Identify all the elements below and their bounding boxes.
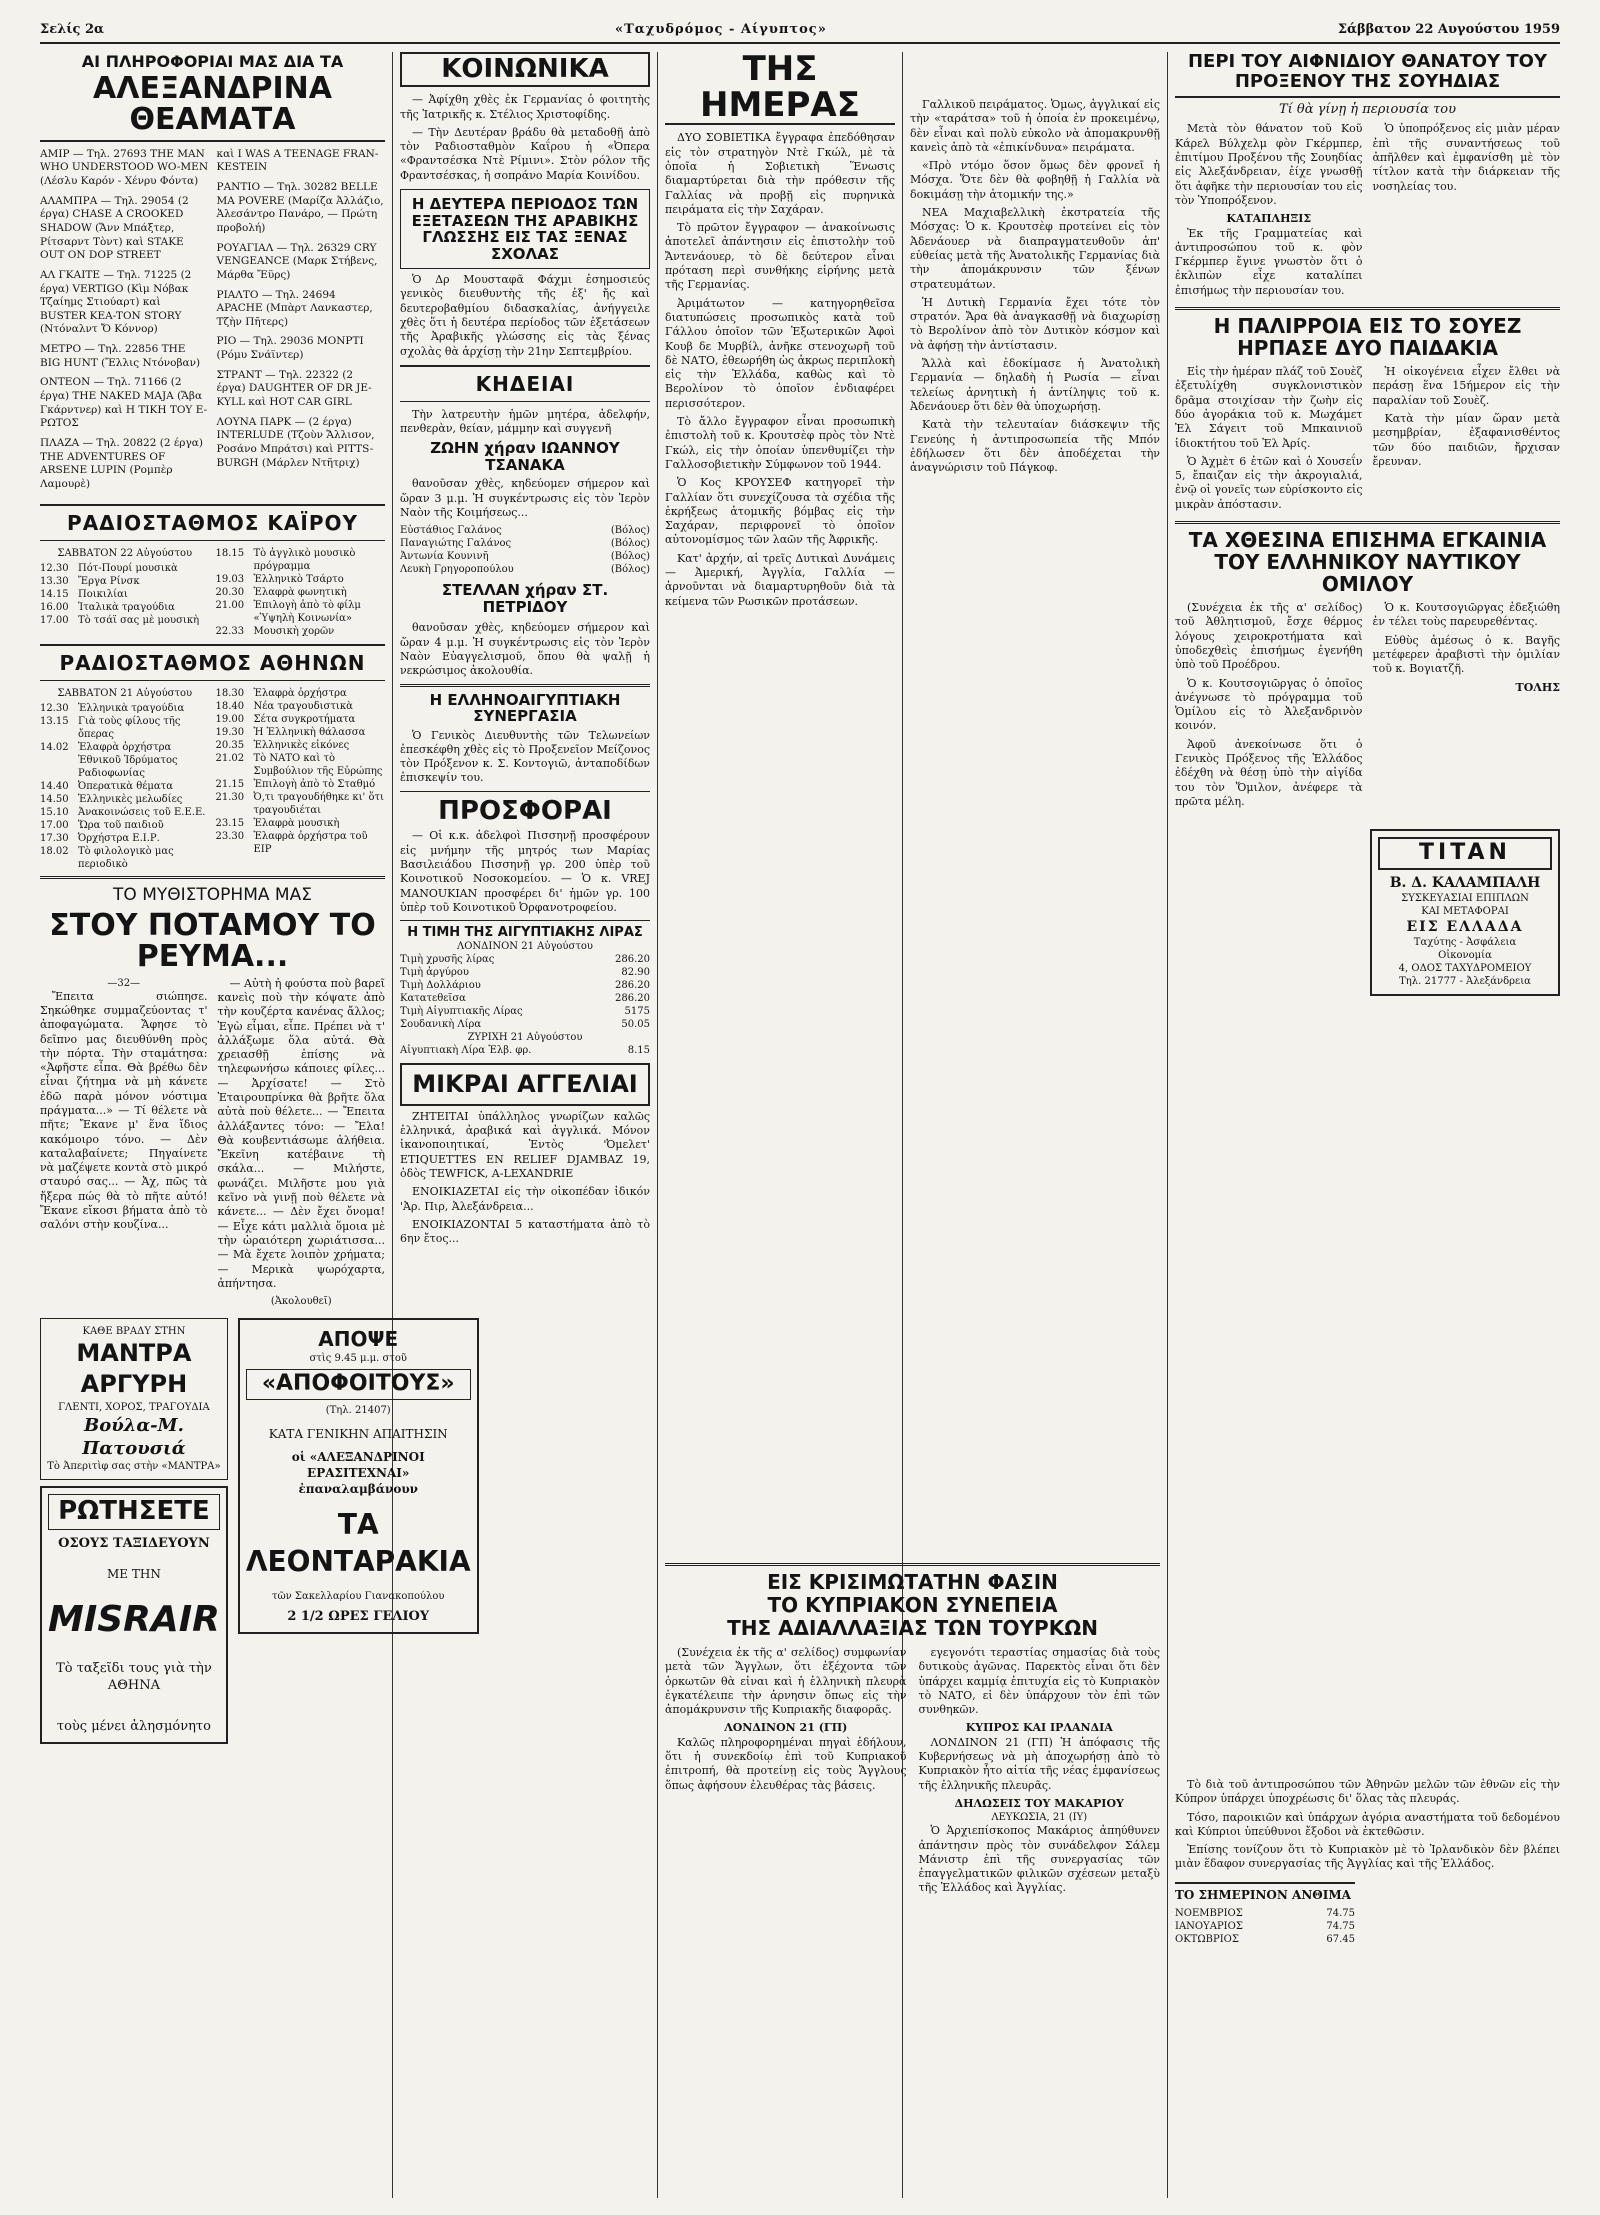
column-divider xyxy=(657,52,658,2198)
schedule-row xyxy=(216,573,386,586)
mourner-place: (Βόλος) xyxy=(610,538,650,550)
article-text: — Ἀφίχθη χθὲς ἐκ Γερμανίας ὁ φοιτητὴς τῆς Ἰατρικῆς κ. Στέλιος Χριστοφίδης. xyxy=(400,93,650,121)
article-text: ΛΟΝΔΙΝΟΝ 21 (ΓΠ) Ἡ ἀπόφασις τῆς Κυβερνήσεως νὰ μὴ ἀποχωρήσῃ ἀπὸ τὸ Κυπριακὸν ἦτο αἰτία τῆς νέας ἐμφανίσεως τῆς ἐλληνικῆς πλευρᾶς. xyxy=(918,1735,1160,1792)
article-text: Ἐπίσης τονίζουν ὅτι τὸ Κυπριακὸν μὲ τὸ Ἰρλανδικὸν δὲν βλέπει μιὰν ἕδαφον συνεργασίας τῆς Ἀγγλίας καὶ τῆς Ἐλλάδος. xyxy=(1175,1843,1560,1871)
ad-text: οἱ «ΑΛΕΞΑΝΔΡΙΝΟΙ ΕΡΑΣΙΤΕΧΝΑΙ» ἐπαναλαμβάνουν xyxy=(291,1450,425,1496)
ad-text: Τὸ ταξεῖδι τους γιὰ τὴν ΑΘΗΝΑ xyxy=(56,1661,212,1694)
article-text: Ὁ Γενικὸς Διευθυντὴς τῶν Τελωνείων ἐπεσκέφθη χθὲς εἰς τὸ Προξενεῖον Μείζονος τὸν Πρόξενον κ. Σ. Κοντογιῶ, ἀνταποδίδων ἐπισκεψίν του. xyxy=(400,728,650,785)
schedule-time: 14.02 xyxy=(40,741,69,753)
article-text: Ὁ Ἀχμὲτ 6 ἐτῶν καὶ ὁ Χουσεΐν 5, ἔπαιζαν εἰς τὴν ἀκρογιαλιά, ἐνῷ οἱ γονεῖς των εὑρίσκοντο εἰς μικρὰν ἀπόστασιν. xyxy=(1175,454,1363,511)
schedule-program: Ὀ,τι τραγουδήθηκε κι' ὅτι τραγουδιέται xyxy=(253,791,384,816)
classified-ad: ΖΗΤΕΙΤΑΙ ὑπάλληλος γνωρίζων καλῶς ἑλληνικά, ἀραβικά καὶ ἀγγλικά. Μόνον ἱκανοποιητικαί, Ἐντὸς 'Ὀμελετ' ETIQUETTES EN RELIEF DJAMBAZ 19, ὁδὸς TEWFICK, A-LEXANDRIE xyxy=(400,1109,650,1180)
article-text: ΔΥΟ ΣΟΒΙΕΤΙΚΑ ἔγγραφα ἐπεδόθησαν εἰς τὸν στρατηγὸν Ντὲ Γκώλ, μὲ τὰ ὁποῖα ἡ Σοβιετικὴ Ἕνωσις διαμαρτύρεται διὰ τὴν πρόθεσιν τῆς Γαλλίας νὰ προβῇ εἰς πυρηνικὰ πειράματα εἰς τὴν Σαχάραν. xyxy=(665,131,895,216)
pound-row xyxy=(400,1005,650,1018)
classifieds-title: ΜΙΚΡΑΙ ΑΓΓΕΛΙΑΙ xyxy=(412,1070,638,1099)
schedule-row xyxy=(216,625,386,638)
ad-text: 2 1/2 ΩΡΕΣ ΓΕΛΙΟΥ xyxy=(287,1608,430,1624)
article-text: Ἐκ τῆς Γραμματείας καὶ ἀντιπροσώπου τοῦ κ. φὸν Γκέρμπερ ἔγινε γνωστὸν ὅτι ὁ ἐκλιπὼν εἶχε καταλίπει ἐπισήμως τὴν περιουσίαν του. xyxy=(1175,226,1363,297)
schedule-program: Ἑλληνικὲς μελωδίες xyxy=(78,793,183,805)
synergasia-title: Η ΕΛΛΗΝΟΑΙΓΥΠΤΙΑΚΗ ΣΥΝΕΡΓΑΣΙΑ xyxy=(429,690,621,726)
schedule-time: 21.30 xyxy=(215,791,245,803)
cinema-entry: ΑΛ ΓΚΑΙΤΕ — Τηλ. 71225 (2 έργα) VERTIGO (Κὶμ Νόβακ Τζαίημς Στιούαρτ) καὶ BUSTER KEA-TON STORY (Ντόναλντ Ὄ Κόννορ) xyxy=(40,268,192,336)
article-text: Εἰς τὴν ἡμέραν πλάζ τοῦ Σουὲζ ἐξετυλίχθη συγκλονιστικὸν δρᾶμα στοιχίσαν τὴν ζωὴν εἰς δύο ἀγοράκια τοῦ κ. Μωχάμετ Ἐλ Σάγειτ τοῦ Μπκαινιοῦ ἰδιοκτήτου τοῦ Ἐλ Ἀρίς. xyxy=(1175,365,1363,450)
page-number: Σελίς 2α xyxy=(40,21,104,37)
funeral-text: θανοῦσαν χθὲς, κηδεύομεν σήμερον καὶ ὥραν 3 μ.μ. Ἡ συγκέντρωσις εἰς τὸν Ἱερὸν Ναὸν τῆς Κοιμήσεως... xyxy=(400,477,650,520)
article-text: (Συνέχεια ἐκ τῆς α' σελίδος) τοῦ Ἀθλητισμοῦ, ἔσχε θέρμος λόγους χειροκροτήματα καὶ ὑποδεχθεὶς ἐπισήμως ἐγενήθη ὑπὸ τοῦ Προέδρου. xyxy=(1175,601,1363,672)
funerals-title: ΚΗΔΕΙΑΙ xyxy=(400,365,650,402)
ad-text: ΜΕ ΤΗΝ xyxy=(107,1567,161,1581)
article-text: Εὐθὺς ἀμέσως ὁ κ. Βαγῆς μετέφερεν ἀραβιστὶ τὴν ὁμιλίαν τοῦ κ. Βογιατζῆ. xyxy=(1372,633,1560,676)
schedule-time: 14.15 xyxy=(40,588,69,600)
schedule-program: Ἡ Ἑλληνικὴ θάλασσα xyxy=(253,726,366,738)
schedule-time: 19.00 xyxy=(215,713,245,725)
pound-row xyxy=(400,1044,650,1057)
pound-date: ΖΥΡΙΧΗ 21 Αὐγούστου xyxy=(467,1032,583,1044)
mourner-row xyxy=(400,537,650,550)
cotton-price: 74.75 xyxy=(1326,1908,1355,1920)
radio-cairo-schedule xyxy=(40,547,385,638)
article-text: Ἡ Δυτικὴ Γερμανία ἔχει τότε τὸν στρατόν. Ἄρα θὰ ἀναγκασθῇ νὰ διαχωρίσῃ τὸ Βερολίνον ἀπὸ τὸν Δυτικὸν κόσμον καὶ νὰ ἀφήσῃ τὴν ἀντίστασιν. xyxy=(910,295,1160,352)
cotton-month: ΟΚΤΩΒΡΙΟΣ xyxy=(1175,1934,1239,1946)
cinema-entry: ΑΛΑΜΠΡΑ — Τηλ. 29054 (2 έργα) CHASE A CROOKED SHADOW (Ἄνν Μπάξτερ, Ρίτσαρντ Τὸντ) καὶ STAKE OUT ON DOP STREET xyxy=(40,194,189,262)
column-of-the-day xyxy=(665,49,895,1548)
tide-headline: Η ΠΑΛΙΡΡΟΙΑ ΕΙΣ ΤΟ ΣΟΥΕΖ ΗΡΠΑΣΕ ΔΥΟ ΠΑΙΔΑΚΙΑ xyxy=(1213,314,1522,361)
mourner-row xyxy=(400,563,650,576)
schedule-row xyxy=(216,700,386,713)
ad-text: TITAN xyxy=(1378,837,1552,870)
pound-row xyxy=(400,979,650,992)
mourner-place: (Βόλος) xyxy=(610,525,650,537)
classifieds-box xyxy=(400,1063,650,1105)
pound-row xyxy=(400,966,650,979)
schedule-row xyxy=(40,702,210,715)
subhead: ΚΑΤΑΠΛΗΞΙΣ xyxy=(1226,212,1312,226)
article-text: Τόσο, παροικιῶν καὶ ὑπάρχων ἀγόρια αναστήματα τοῦ δεδομένου καὶ Κύπριοι ὑπεύθυνοι ἔξοδοι νὰ ἐκτεθῶσιν. xyxy=(1175,1810,1560,1838)
novel-title: ΣΤΟΥ ΠΟΤΑΜΟΥ ΤΟ ΡΕΥΜΑ... xyxy=(49,907,376,975)
schedule-row xyxy=(40,575,210,588)
schedule-program: Ἑλαφρὰ ὀρχήστρα Ἐθνικοῦ Ἱδρύματος Ραδιοφωνίας xyxy=(78,741,178,779)
schedule-time: 16.00 xyxy=(40,601,69,613)
issue-date: Σάββατον 22 Αυγούστου 1959 xyxy=(1337,21,1560,37)
mourner-row xyxy=(400,550,650,563)
pound-table xyxy=(400,953,650,1031)
novel-body xyxy=(40,977,385,1309)
schedule-time: 21.02 xyxy=(215,752,245,764)
schedule-row xyxy=(40,845,210,871)
schedule-time: 12.30 xyxy=(40,702,69,714)
article-text: Ἡ οἰκογένεια εἶχεν ἔλθει νὰ περάσῃ ἕνα 15ήμερον εἰς τὴν παραλίαν τοῦ Σουὲζ. xyxy=(1372,365,1560,407)
schedule-program: Τὸ ΝΑΤΟ καὶ τὸ Συμβούλιον τῆς Εὐρώπης xyxy=(253,752,383,777)
article-text: Ἀφοῦ ἀνεκοίνωσε ὅτι ὁ Γενικὸς Πρόξενος τῆς Ἑλλάδος ἐδέχθη νὰ θέσῃ ὑπὸ τὴν αἰγίδα του τὸν Ὅμιλον, ἀνέφερε τὰ πρῶτα μέλη. xyxy=(1175,737,1363,808)
article-text: Μετὰ τὸν θάνατον τοῦ Κοῦ Κάρελ Βύλχελμ φὸν Γκέρμπερ, ἐπιτίμου Προξένου τῆς Σουηδίας εἰς Ἀλεξάνδρειαν, ἐίχε γνωσθῇ ὅτι ἀφῆκε τὴν περιουσίαν του εἰς τὸν Ὑποπρόξενον. xyxy=(1175,122,1363,207)
article-text: — Τὴν Δευτέραν βράδυ θὰ μεταδοθῇ ἀπὸ τὸν Ραδιοσταθμὸν Καΐρου ἡ «Ὀπερα «Φραντσέσκα Ντὲ Ρίμινι». Στὸν ρόλον τῆς Φραντσέσκας, ἡ σοπράνο Μαρία Κοινίδου. xyxy=(400,125,650,182)
schedule-time: 13.30 xyxy=(40,575,69,587)
cinema-entry: ΡΙΟ — Τηλ. 29036 MONPTI (Ρόμυ Σνάϊντερ) xyxy=(216,335,364,362)
schedule-program: Σέτα συγκροτήματα xyxy=(253,713,356,725)
ad-text: τῶν Σακελλαρίου Γιανακοπούλου xyxy=(271,1590,445,1602)
schedule-row xyxy=(40,614,210,627)
pound-row xyxy=(400,953,650,966)
schedule-row xyxy=(216,817,386,830)
article-text: Ὁ κ. Κουτσογιῶργας ἐδεξιώθη ἐν τέλει τοὺς παρευρεθέντας. xyxy=(1372,601,1560,629)
dateline: ΛΟΝΔΙΝΟΝ 21 (ΓΠ) xyxy=(724,1721,848,1735)
schedule-program: Ἑλληνικὸ Τσάρτο xyxy=(253,573,344,585)
notice-box xyxy=(400,189,650,269)
ad-text: Β. Δ. ΚΑΛΑΜΠΑΛΗ xyxy=(1389,874,1541,891)
article-text: — Οἱ κ.κ. ἀδελφοὶ Πισσηνῇ προσφέρουν εἰς μνήμην τῆς μητρός των Μαρίας Βασιλειάδου Πισσηνῇ γρ. 200 ὑπὲρ τοῦ Κοινοτικοῦ Νοσοκομείου. — Ὁ κ. VREJ MANOUKIAN προσφέρει δι' ἡμῶν γρ. 100 ὑπὲρ τοῦ Κοινοτικοῦ Ὀρφανοτροφείου. xyxy=(400,829,650,914)
article-text: Κατὰ τὴν μίαν ὥραν μετὰ μεσημβρίαν, ἐξαφανισθέντος τῶν δύο παιδιῶν, ἤρχισαν ἔρευναν. xyxy=(1372,411,1560,468)
cinema-entry: ΑΜΙΡ — Τηλ. 27693 THE MAN WHO UNDERSTOOD WO-MEN (Λέσλυ Καρόν - Χένρυ Φόντα) xyxy=(40,147,209,188)
cyprus-headline: ΤΟ ΚΥΠΡΙΑΚΟΝ ΣΥΝΕΠΕΙΑ xyxy=(767,1593,1058,1617)
ad-text: Βούλα-Μ. Πατουσιά xyxy=(82,1414,186,1459)
ad-text: ΤΑ xyxy=(337,1508,379,1542)
consul-subhead: Τί θὰ γίνῃ ἡ περιουσία του xyxy=(1278,101,1457,117)
cotton-title: ΤΟ ΣΗΜΕΡΙΝΟΝ ΑΝΘΙΜΑ xyxy=(1175,1887,1351,1902)
novel-continued: (Ἀκολουθεῖ) xyxy=(270,1296,332,1308)
funeral-name: ΖΩΗΝ χήραν ΙΩΑΝΝΟΥ ΤΣΑΝΑΚΑ xyxy=(430,439,620,474)
schedule-program: Ὀρχήστρα Ε.Ι.Ρ. xyxy=(78,832,160,844)
schedule-time: 21.15 xyxy=(215,778,245,790)
ad-misrair xyxy=(40,1486,228,1744)
schedule-row xyxy=(40,793,210,806)
cyprus-headline: ΤΗΣ ΑΔΙΑΛΛΑΞΙΑΣ ΤΩΝ ΤΟΥΡΚΩΝ xyxy=(727,1616,1098,1640)
schedule-row xyxy=(40,832,210,845)
section-title-theatres: ΑΛΕΞΑΝΔΡΙΝΑ ΘΕΑΜΑΤΑ xyxy=(40,73,385,142)
schedule-program: Τὸ φιλολογικὸ μας περιοδικὸ xyxy=(78,845,174,870)
ad-text: τοὺς μένει ἀλησμόνητο xyxy=(56,1719,211,1735)
ad-text: ΚΑΤΑ ΓΕΝΙΚΗΝ ΑΠΑΙΤΗΣΙΝ xyxy=(268,1426,448,1441)
ad-mantra xyxy=(40,1318,228,1480)
schedule-time: 12.30 xyxy=(40,562,69,574)
article-text: ΝΕΑ Μαχιαβελλικὴ ἐκστρατεία τῆς Μόσχας: Ὁ κ. Κρουτσὲφ προτείνει εἰς τὸν Ἀδενάουερ νὰ διαπραγματευθοῦν ἀπ' εὐθείας μετὰ τῆς Ἀνατολικῆς Γερμανίας διὰ τὴν ἀπομάκρυνσιν τῶν ξένων στρατευμάτων. xyxy=(910,206,1160,291)
ad-text: ΟΣΟΥΣ ΤΑΞΙΔΕΥΟΥΝ xyxy=(58,1536,210,1552)
pound-label: Τιμὴ Αἰγυπτιακῆς Λίρας xyxy=(400,1006,523,1018)
schedule-time: 19.30 xyxy=(215,726,245,738)
classified-ad: ΕΝΟΙΚΙΑΖΕΤΑΙ εἰς τὴν οἰκοπέδαν ἰδικόν 'Ἀρ. Πιρ, Ἀλεξάνδρεια... xyxy=(400,1185,650,1213)
schedule-row xyxy=(216,778,386,791)
article-text: Κατ' ἀρχήν, αἱ τρεῖς Δυτικαὶ Δυνάμεις — Ἀμερική, Ἀγγλία, Γαλλία — ἀρνοῦνται νὰ διαμαρτυρηθοῦν διὰ τὰ κείμενα τῶν Ρωσικῶν προτάσεων. xyxy=(665,551,895,608)
ad-titan xyxy=(1370,829,1560,996)
schedule-time: 22.33 xyxy=(215,625,245,637)
pound-value: 286.20 xyxy=(615,980,650,992)
schedule-time: 17.30 xyxy=(40,832,69,844)
ad-text: MISRAIR xyxy=(48,1598,220,1640)
novel-kicker: ΤΟ ΜΥΘΙΣΤΟΡΗΜΑ ΜΑΣ xyxy=(113,884,312,905)
pound-date: ΛΟΝΔΙΝΟΝ 21 Αὐγούστου xyxy=(457,941,593,953)
article-text: Κατὰ τὴν τελευταίαν διάσκεψιν τῆς Γενεύης ἡ ἀντιπροσωπεία τῆς Μπόν ἐδήλωσεν ὅτι δὲν ἀποδέχεται τὴν ἀναγνώρισιν τοῦ Πάγκοφ. xyxy=(910,418,1160,475)
mourner-place: (Βόλος) xyxy=(610,551,650,563)
donations-title: ΠΡΟΣΦΟΡΑΙ xyxy=(438,795,612,826)
schedule-program: Ὀπερατικὰ θέματα xyxy=(78,780,173,792)
cinema-entry: ΣΤΡΑΝΤ — Τηλ. 22322 (2 έργα) DAUGHTER OF DR JE-KYLL καὶ HOT CAR GIRL xyxy=(216,368,372,409)
schedule-row xyxy=(216,586,386,599)
section-title-day: ΤΗΣ ΗΜΕΡΑΣ xyxy=(665,52,895,125)
pound-value: 82.90 xyxy=(621,967,650,979)
schedule-program: Ἐπιλογὴ ἀπὸ τὸ Σταθμό xyxy=(253,778,376,790)
ad-text: 4, ΟΔΟΣ ΤΑΧΥΔΡΟΜΕΙΟΥ xyxy=(1398,963,1532,975)
funeral-text: θανοῦσαν χθὲς, κηδεύομεν σήμερον καὶ ὥραν 4 μ.μ. Ἡ συγκέντρωσις εἰς τὸν Ἱερὸν Ναὸν Εὐαγγελισμοῦ, ὅπου θὰ ψαλῇ ἡ νεκρώσιμος ἀκολουθία. xyxy=(400,621,650,678)
schedule-row xyxy=(216,752,386,778)
schedule-row xyxy=(40,806,210,819)
mourner-place: (Βόλος) xyxy=(610,564,650,576)
ad-text: Οἰκονομία xyxy=(1438,950,1492,962)
funeral-intro: Τὴν λατρευτὴν ἡμῶν μητέρα, ἀδελφήν, πενθερὰν, θείαν, μάμμην καὶ συγγενῆ xyxy=(400,407,650,436)
notice-title: Η ΔΕΥΤΕΡΑ ΠΕΡΙΟΔΟΣ ΤΩΝ ΕΞΕΤΑΣΕΩΝ ΤΗΣ ΑΡΑΒΙΚΗΣ ΓΛΩΣΣΗΣ ΕΙΣ ΤΑΣ ΞΕΝΑΣ ΣΧΟΛΑΣ xyxy=(411,195,639,263)
ad-text: ΚΑΙ ΜΕΤΑΦΟΡΑΙ xyxy=(1421,905,1509,917)
schedule-program: Ποικιλίαι xyxy=(78,588,128,600)
schedule-row xyxy=(216,687,386,700)
pound-value: 50.05 xyxy=(621,1019,650,1031)
schedule-row xyxy=(40,588,210,601)
schedule-program: Ἑλληνικὰ τραγούδια xyxy=(78,702,185,714)
dateline: ΛΕΥΚΩΣΙΑ, 21 (ΙΥ) xyxy=(991,1812,1088,1824)
article-text: «Πρὸ ντόμο ὅσον ὅμως δὲν φρονεῖ ἡ Μόσχα. Ὅτε δὲν θὰ φοβηθῇ ἡ Γαλλία νὰ δοκιμάσῃ τὴν ἀτομικήν της.» xyxy=(910,159,1160,201)
naval-headline: ΤΑ ΧΘΕΣΙΝΑ ΕΠΙΣΗΜΑ ΕΓΚΑΙΝΙΑ ΤΟΥ ΕΛΛΗΝΙΚΟΥ ΝΑΥΤΙΚΟΥ ΟΜΙΛΟΥ xyxy=(1188,528,1547,597)
pound-value: 286.20 xyxy=(615,993,650,1005)
article-text: Ὁ κ. Κουτσογιῶργας ὁ ὁποῖος ἀνέγνωσε τὸ πρόγραμμα τοῦ Ὁμίλου εἰς τὸ Ἀλεξανδρινὸν κοινόν. xyxy=(1175,676,1363,733)
schedule-row xyxy=(216,599,386,625)
novel-text: Ἔπειτα σιώπησε. Σηκώθηκε συμμαζεύοντας τ' ἀποφαγώματα. Ἄφησε τὸ δεῖπνο μας διευθύνθη πρὸς τὴν πόρτα. Τὴν σταμάτησα: «Ἀφῆστε εἶπα. Θὰ βρέθω δὲν εἶναι ζήτημα νὰ μὴ κάνετε ἐδῶ παρὰ μόνον νόστιμα πράγματα...» — Τί θέλετε νὰ πῆτε; Ἔκανε μ' ἕνα ἴδιος κακόμοιρο τόνο. — Δὲν καταλαβαίνετε; Πηγαίνετε νὰ μαζέψετε κοντὰ στὸ μικρό σταυρό σας... — Ἀχ, πῶς τὰ ἤξερα πώς θὰ τὸ πῆτε αὐτό! Ἔκανε εἴκοσι βήματα ἀπὸ τὸ σαλόνι στὴν κουζίνα... xyxy=(40,989,208,1232)
schedule-date: ΣΑΒΒΑΤΟΝ 21 Αὐγούστου xyxy=(57,687,193,699)
ad-text: ΜΑΝΤΡΑ ΑΡΓΥΡΗ xyxy=(76,1339,192,1399)
schedule-row xyxy=(40,715,210,741)
cinema-entry: ΛΟΥΝΑ ΠΑΡΚ — (2 έργα) INTERLUDE (Τζοὺν Ἄλλισον, Ροσάνο Μπράτσι) καὶ PITTS-BURGH (Μάρλεν Ντῆτριχ) xyxy=(216,415,375,469)
schedule-program: Ἑλαφρὰ ὀρχήστρα τοῦ ΕΙΡ xyxy=(253,830,368,855)
schedule-program: Τὸ τσάϊ σας μὲ μουσικὴ xyxy=(78,614,200,626)
newspaper-page xyxy=(40,18,1560,2198)
cotton-prices xyxy=(1175,1907,1355,1946)
cyprus-kicker: ΕΙΣ ΚΡΙΣΙΜΩΤΑΤΗΝ ΦΑΣΙΝ xyxy=(767,1570,1058,1594)
schedule-time: 23.30 xyxy=(215,830,245,842)
novel-text: — Αὐτὴ ἡ φούστα ποὺ βαρεῖ κανεὶς ποὺ τὴν κόψατε ἀπὸ τὴν κουζέρτα κανένας ἄλλος; Ἐγὼ εἶμαι, εἶπε. Πρέπει νὰ τ' ἀλλάξωμε ὅλα αὐτά. Θὰ χρειασθῇ ἐπίσης νὰ τηλεφωνήσω κάποιες φίλες... — Ἀρχίσατε! — Στὸ Ἐταιρουπρίνκα θὰ βρῆτε ὅλα αὐτὰ ποὺ θέλετε... — Ἔπειτα ἀλλάξαντες τόνο: — Ἔλα! Θὰ κουβεντιάσωμε ἀλήθεια. Ἔκεῖνη κατέβαινε τὴ σκάλα... — Μιλήστε, φωνάζει. Μιλῆστε μου γιὰ κεῖνο νὰ γινῇ ποὺ θέλετε νὰ κάνετε... — Δὲν ἔχει ὄνομα! — Εἶχε κάτι μαλλιὰ ὅμοια μὲ τὴν ὠραιότερη χωριάτισσα... — Μὰ ἔχετε λοιπὸν χρήματα; — Μερικὰ ψωρόχαρτα, ἀπήντησα. xyxy=(217,976,385,1290)
cotton-month: ΙΑΝΟΥΑΡΙΟΣ xyxy=(1175,1921,1243,1933)
article-text: εγεγονότι τεραστίας σημασίας διὰ τοὺς δυτικοὺς ἀγῶνας. Παρεκτὸς εἶναι ὅτι δὲν ὑπάρχει καμμίᾳ ἐπιτυχία εἰς τὸ Κυπριακὸν τὸ ΝΑΤΟ, εἰ δὲν ὑπάρχουν τὸν ἐπὶ τῶν συνθηκῶν. xyxy=(918,1646,1160,1717)
radio-athens-schedule xyxy=(40,687,385,871)
schedule-program: Τὸ ἀγγλικὸ μουσικὸ πρόγραμμα xyxy=(253,547,356,572)
schedule-program: Νέα τραγουδιστικὰ xyxy=(253,700,353,712)
ad-text: (Τηλ. 21407) xyxy=(325,1404,391,1416)
schedule-program: Ὥρα τοῦ παιδιοῦ xyxy=(78,819,164,831)
schedule-time: 14.40 xyxy=(40,780,69,792)
ad-text: «ΑΠΟΦΟΙΤΟΥΣ» xyxy=(246,1369,471,1400)
article-text: Ἀριμάτωτον — κατηγορηθεῖσα διατυπώσεις προσωπικὸς κατὰ τοῦ Γάλλου ὁποῖον τῶν Ἐξωτερικῶν Ἀφοὶ Κουβ δε Μυρβίλ, ἀνῆκε στενοχωρῆ τοῦ δὲ ΝΑΤΟ, ἐθεωρήθη ὡς ἀκρως περιπλοκὴ εἰς τὴν Ἑλλάδα, καθὼς καὶ τὸ Βερολίνον τὸ ὁποῖον ἐνδιαφέρει περισσότερον. xyxy=(665,296,895,410)
schedule-row xyxy=(40,741,210,780)
ad-text: στὶς 9.45 μ.μ. στοῦ xyxy=(309,1353,407,1365)
schedule-time: 17.00 xyxy=(40,614,69,626)
cinema-entry: ΡΟΥΑΓΙΑΛ — Τηλ. 26329 CRY VENGEANCE (Μαρκ Στήβενς, Μάρθα Ἔϋρς) xyxy=(216,241,378,281)
cinema-entry: καὶ I WAS A TEENAGE FRAN-KESTEIN xyxy=(216,147,379,174)
schedule-row xyxy=(40,819,210,832)
schedule-time: 20.35 xyxy=(215,739,245,751)
article-text: Τὸ διὰ τοῦ ἀντιπροσώπου τῶν Ἀθηνῶν μελῶν τῶν ἐθνῶν εἰς τὴν Κύπρον ὑπάρχει ὑποχρέωσις δι' ὅλας τὰς πλευράς. xyxy=(1175,1778,1560,1806)
schedule-row xyxy=(40,562,210,575)
novel-part: —32— xyxy=(107,977,141,989)
column-divider xyxy=(392,52,393,2198)
schedule-time: 18.02 xyxy=(40,845,69,857)
cinema-entry: ΜΕΤΡΟ — Τηλ. 22856 THE BIG HUNT (Ἔλλις Ντόνοβαν) xyxy=(40,343,201,369)
schedule-row xyxy=(216,830,386,856)
schedule-row xyxy=(216,739,386,752)
schedule-program: Ἰταλικὰ τραγούδια xyxy=(78,601,175,613)
article-text: Γαλλικοῦ πειράματος. Ὁμως, ἀγγλικαί εἰς τὴν «ταράτσα» τοῦ ἡ ὁποία ἐν προκειμένῳ, δὲν εἶναι καὶ πολὺ εὐκολο νὰ ἀπομακρυνθῇ κανεὶς ἀπὸ τὰ «ἐπικίνδυνα» πειράματα. xyxy=(910,98,1160,154)
ad-text: Τηλ. 21777 - Ἀλεξάνδρεια xyxy=(1399,976,1531,988)
ad-text: ΡΩΤΗΣΕΤΕ xyxy=(48,1494,220,1530)
schedule-time: 19.03 xyxy=(215,573,245,585)
schedule-row xyxy=(40,601,210,614)
masthead xyxy=(40,18,1560,44)
funeral-name: ΣΤΕΛΛΑΝ χήραν ΣΤ. ΠΕΤΡΙΔΟΥ xyxy=(441,581,609,616)
article-text: Καλῶς πληροφορημέναι πηγαὶ ἐδήλουν, ὅτι ἡ συνεκδοίῳ ἐπὶ τοῦ Κυπριακοῦ ἐπιτροπή, θὰ προτείνῃ εἰς τοὺς Ἄγγλους ὅπως ἀφήσουν ἐλευθέρας τὰς βάσεις. xyxy=(665,1735,907,1792)
schedule-program: Μουσικὴ χορῶν xyxy=(253,625,335,637)
schedule-time: 21.00 xyxy=(215,599,245,611)
schedule-row xyxy=(216,726,386,739)
byline: ΤΟΛΗΣ xyxy=(1515,680,1560,694)
cinema-entry: ΡΑΝΤΙΟ — Τηλ. 30282 BELLE MA POVERE (Μαρίζα Ἀλλάζιο, Ἀλεσάντρο Πανάρο, — Πρώτη προβολή) xyxy=(216,181,384,234)
article-text: (Συνέχεια ἐκ τῆς α' σελίδος) συμφωνίαν μετὰ τῶν Ἄγγλων, ὅτι ἐξέχοντα τῶν ὁρκωτῶν θὰ εἰναι καὶ ἡ ἑλληνικὴ πλευρὰ ἐγκατέλειπε τὴν ἀρνησιν ὅπως εἰς τὴν ἀπομάκρυνσιν τῆς Κυπριακῆς διαφορᾶς. xyxy=(665,1646,907,1717)
ad-text: ΓΛΕΝΤΙ, ΧΟΡΟΣ, ΤΡΑΓΟΥΔΙΑ xyxy=(58,1401,210,1413)
schedule-time: 20.30 xyxy=(215,586,245,598)
mourner-name: Εὐστάθιος Γαλάνος xyxy=(400,525,502,537)
cotton-price: 74.75 xyxy=(1326,1921,1355,1933)
cotton-row xyxy=(1175,1907,1355,1920)
article-text: Ὁ Δρ Μουσταφᾶ Φάχμι ἐσημοσιεύς γενικὸς διευθυντὴς τῆς ἐξ' ἤς καὶ δευτεροβαθμίου διδασκαλίας, ἀνήγγειλε χθὲς ὅτι ἡ δευτέρα περίοδος τῶν ἐξετάσεων τῆς Ἀραβικῆς γλώσσης εἰς τὰς ξένας σχολὰς θὰ ἀρχίσῃ τὴν 21ην Σεπτεμβρίου. xyxy=(400,273,650,358)
ad-text: ΕΙΣ ΕΛΛΑΔΑ xyxy=(1406,918,1524,935)
cinema-entry: ΟΝΤΕΟΝ — Τηλ. 71166 (2 έργα) THE NAKED MAJA (Ἄβα Γκάρντνερ) καὶ H TIKH TOY E-PΩTOΣ xyxy=(40,376,208,430)
pound-title: Η ΤΙΜΗ ΤΗΣ ΑΙΓΥΠΤΙΑΚΗΣ ΛΙΡΑΣ xyxy=(407,925,643,941)
column-social xyxy=(400,52,650,2198)
pound-label: Τιμὴ ἀργύρου xyxy=(400,967,469,979)
ad-text: ΣΥΣΚΕΥΑΣΙΑΙ ΕΠΙΠΛΩΝ xyxy=(1401,892,1529,904)
pound-label: Σουδανικὴ Λίρα xyxy=(400,1019,482,1031)
schedule-time: 15.10 xyxy=(40,806,69,818)
column-divider xyxy=(1167,52,1168,2198)
schedule-time: 23.15 xyxy=(215,817,245,829)
cyprus-article xyxy=(665,1558,1160,1900)
mourner-name: Λευκὴ Γρηγοροπούλου xyxy=(400,564,514,576)
article-text: Ὁ Ἀρχιεπίσκοπος Μακάριος ἀπηύθυνεν ἀπάντησιν πρὸς τὸν συνάδελφον Σάλεμ Μάνιστρ ἐπὶ τῆς συνεργασίας τῶν ἐπαγγελματικῶν φιλικῶν σχέσεων μεταξὺ τῆς Ἑλλάδος καὶ Ἀγγλίας. xyxy=(918,1824,1160,1895)
article-text: Τὸ πρῶτον ἔγγραφον — ἀνακοίνωσις ἀποτελεῖ ἀπάντησιν εἰς ἐπιστολὴν τοῦ Ἄντενάουερ, τὸ δὲ δεύτερον εἶναι πρόταση περὶ συνθήκης εἰρήνης μετὰ τῆς Γερμανίας. xyxy=(665,221,895,292)
schedule-program: Ἔργα Ρίνσκ xyxy=(78,575,140,587)
mourner-name: Παναγιώτης Γαλάνος xyxy=(400,538,512,550)
schedule-time: 17.00 xyxy=(40,819,69,831)
mourners-list xyxy=(400,524,650,576)
schedule-time: 18.15 xyxy=(215,547,245,559)
pound-label: Τιμὴ Δολλάριου xyxy=(400,980,481,992)
pound-label: Κατατεθεῖσα xyxy=(400,993,466,1005)
cotton-price: 67.45 xyxy=(1326,1934,1355,1946)
ad-text: ΑΠΟΨΕ xyxy=(318,1327,399,1352)
pound-label: Αἰγυπτιακὴ Λίρα Ἐλβ. φρ. xyxy=(400,1045,532,1057)
schedule-row xyxy=(216,547,386,573)
mourner-name: Ἀντωνία Κουνινῆ xyxy=(400,551,489,563)
pound-row xyxy=(400,1018,650,1031)
schedule-time: 14.50 xyxy=(40,793,69,805)
ad-text: ΚΑΘΕ ΒΡΑΔΥ ΣΤΗΝ xyxy=(82,1326,186,1338)
schedule-program: Ἑλαφρὰ μουσικὴ xyxy=(253,817,340,829)
article-text: Ἄλλὰ καὶ ἐδοκίμασε ἡ Ἀνατολικὴ Γερμανία — δηλαδὴ ἡ Ρωσία — εἶναι τελείως ἀρνητικὴ ἡ ἀντίληψις τοῦ κ. Ἀδενάουερ ὅτι δὲν θὰ ὑποχωρήσῃ. xyxy=(910,357,1160,413)
article-text: Ὁ ὑποπρόξενος εἰς μιὰν μέραν ἐπὶ τῆς συναντήσεως τοῦ ἀπῆλθεν καὶ ἐμφανίσθη μὲ τὸν τίτλον κατὰ τὴν διάρκειαν τῆς νοσηλείας του. xyxy=(1372,122,1560,193)
schedule-row xyxy=(216,713,386,726)
subhead: ΚΥΠΡΟΣ ΚΑΙ ΙΡΛΑΝΔΙΑ xyxy=(965,1721,1113,1735)
schedule-program: Ἑλληνικὲς εἰκόνες xyxy=(253,739,350,751)
subhead: ΔΗΛΩΣΕΙΣ ΤΟΥ ΜΑΚΑΡΙΟΥ xyxy=(954,1796,1124,1810)
cotton-month: ΝΟΕΜΒΡΙΟΣ xyxy=(1175,1908,1243,1920)
newspaper-title: «Ταχυδρόμος - Αίγυπτος» xyxy=(614,21,827,37)
schedule-time: 18.30 xyxy=(215,687,245,699)
schedule-program: Ἀνακοινώσεις τοῦ Ε.Ε.Ε. xyxy=(78,806,206,818)
radio-athens-title: ΡΑΔΙΟΣΤΑΘΜΟΣ ΑΘΗΝΩΝ xyxy=(40,644,385,681)
article-text: Τὸ ἄλλο ἔγγραφον εἶναι προσωπικὴ ἐπιστολὴ τοῦ κ. Κρουτσὲφ πρὸς τὸν Ντὲ Γκώλ, εἰς τὴν ὁποίαν ὑπενθυμίζει τὴν Γαλλοσοβιετικὴν Σύμφωνον τοῦ 1944. xyxy=(665,415,895,471)
radio-cairo-title: ΡΑΔΙΟΣΤΑΘΜΟΣ ΚΑΪΡΟΥ xyxy=(40,504,385,541)
pound-value: 5175 xyxy=(624,1006,650,1018)
cotton-row xyxy=(1175,1933,1355,1946)
cinema-entry: ΡΙΑΛΤΟ — Τηλ. 24694 APACHE (Μπὰρτ Λανκαστερ, Τζὴν Πῆτερς) xyxy=(216,288,373,328)
schedule-program: Ἑλαφρὰ ὀρχήστρα xyxy=(253,687,347,699)
schedule-time: 13.15 xyxy=(40,715,69,727)
cinema-entry: ΠΛΑΖΑ — Τηλ. 20822 (2 έργα) THE ADVENTURES OF ARSENE LUPIN (Ρομπὲρ Λαμουρὲ) xyxy=(40,436,203,490)
article-text: Ὁ Κος ΚΡΟΥΣΕΦ κατηγορεῖ τὴν Γαλλίαν ὅτι συνεχίζουσα τὰ σχέδια τῆς ἐκρήξεως ἀτομικῆς βόμβας εἰς τὴν Σαχάραν, περιφρονεῖ τὸ ὁποῖον αὐτονομίσμος τῶν λαῶν τῆς Ἀφρικῆς. xyxy=(665,476,895,547)
schedule-program: Γιὰ τοὺς φίλους τῆς ὄπερας xyxy=(78,715,181,740)
schedule-program: Ἑλαφρὰ φωνητικὴ xyxy=(253,586,347,598)
schedule-date: ΣΑΒΒΑΤΟΝ 22 Αὐγούστου xyxy=(57,547,193,559)
classified-ad: ΕΝΟΙΚΙΑΖΟΝΤΑΙ 5 καταστήματα ἀπὸ τὸ 6ην ἔτος... xyxy=(400,1217,650,1246)
cyprus-article-continued xyxy=(1175,1778,1560,1946)
schedule-program: Ἑπιλογὴ ἀπὸ τὸ φίλμ «Ὑψηλὴ Κοινωνία» xyxy=(253,599,361,624)
section-title-social: ΚΟΙΝΩΝΙΚΑ xyxy=(400,52,650,87)
schedule-row xyxy=(40,780,210,793)
consul-headline: ΠΕΡΙ ΤΟΥ ΑΙΦΝΙΔΙΟΥ ΘΑΝΑΤΟΥ ΤΟΥ ΠΡΟΞΕΝΟΥ ΤΗΣ ΣΟΥΗΔΙΑΣ xyxy=(1175,52,1560,98)
column-commentary xyxy=(910,98,1160,1548)
pound-value: 286.20 xyxy=(615,954,650,966)
cotton-row xyxy=(1175,1920,1355,1933)
schedule-row xyxy=(216,791,386,817)
pound-label: Τιμὴ χρυσῆς λίρας xyxy=(400,954,495,966)
section-kicker: ΑΙ ΠΛΗΡΟΦΟΡΙΑΙ ΜΑΣ ΔΙΑ ΤΑ xyxy=(81,52,344,71)
cinema-listings xyxy=(40,148,385,498)
mourner-row xyxy=(400,524,650,537)
ad-text: ΛΕΟΝΤΑΡΑΚΙΑ xyxy=(245,1544,471,1578)
ad-text: Τὸ Ἀπεριτὶφ σας στὴν «ΜΑΝΤΡΑ» xyxy=(47,1461,221,1473)
schedule-program: Πότ-Πουρί μουσικὰ xyxy=(78,562,178,574)
pound-row xyxy=(400,992,650,1005)
pound-value: 8.15 xyxy=(627,1045,650,1057)
schedule-time: 18.40 xyxy=(215,700,245,712)
ad-text: Ταχύτης - Ἀσφάλεια xyxy=(1413,937,1517,949)
